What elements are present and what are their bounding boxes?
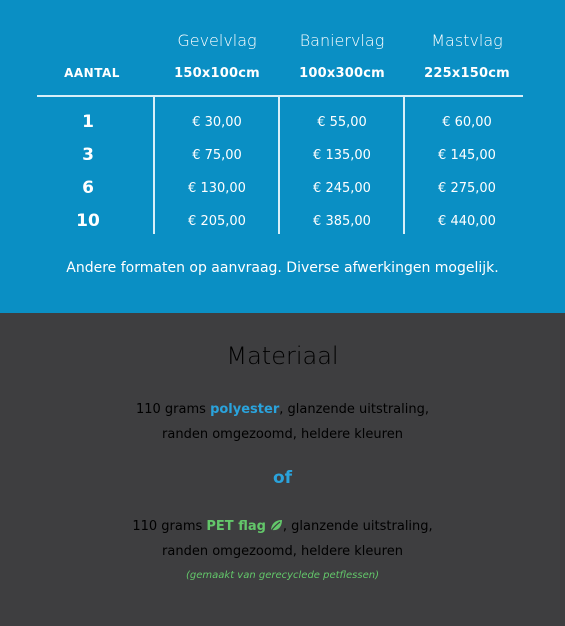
price-cell: € 385,00: [313, 214, 371, 229]
column-divider: [403, 96, 405, 234]
price-cell: € 130,00: [188, 181, 246, 196]
column-size-mastvlag: 225x150cm: [424, 66, 510, 81]
header-divider: [37, 95, 523, 97]
price-cell: € 60,00: [442, 115, 492, 130]
quantity-header: AANTAL: [64, 66, 120, 80]
row-quantity: 3: [82, 145, 94, 165]
material-title: Materiaal: [226, 342, 339, 370]
option-pet-line1: [0, 519, 565, 536]
option-pet-line2: randen omgezoomd, heldere kleuren: [162, 544, 403, 559]
price-cell: € 145,00: [438, 148, 496, 163]
column-size-gevelvlag: 150x100cm: [174, 66, 260, 81]
column-header-gevelvlag: Gevelvlag: [177, 31, 257, 50]
column-size-baniervlag: 100x300cm: [299, 66, 385, 81]
price-cell: € 245,00: [313, 181, 371, 196]
price-cell: € 75,00: [192, 148, 242, 163]
price-cell: € 135,00: [313, 148, 371, 163]
pet-footnote: (gemaakt van gerecyclede petflessen): [186, 570, 379, 581]
option-prefix: 110 grams: [135, 402, 211, 417]
option-polyester-line1: [0, 402, 565, 417]
pricing-note: Andere formaten op aanvraag. Diverse afwerkingen mogelijk.: [66, 260, 499, 276]
column-header-baniervlag: Baniervlag: [299, 31, 385, 50]
row-quantity: 10: [76, 211, 100, 231]
option-prefix: 110 grams: [132, 519, 207, 534]
column-divider: [278, 96, 280, 234]
column-divider: [153, 96, 155, 234]
polyester-highlight: polyester: [210, 402, 280, 417]
price-cell: € 205,00: [188, 214, 246, 229]
row-quantity: 6: [82, 178, 94, 198]
pet-flag-highlight: PET flag: [206, 519, 266, 534]
column-header-mastvlag: Mastvlag: [431, 31, 503, 50]
price-cell: € 55,00: [317, 115, 367, 130]
or-separator: of: [272, 468, 293, 488]
row-quantity: 1: [82, 112, 94, 132]
option-polyester-line2: randen omgezoomd, heldere kleuren: [162, 427, 403, 442]
price-cell: € 30,00: [192, 115, 242, 130]
option-suffix: , glanzende uitstraling,: [282, 519, 433, 534]
price-cell: € 440,00: [438, 214, 496, 229]
option-suffix: , glanzende uitstraling,: [279, 402, 429, 417]
price-cell: € 275,00: [438, 181, 496, 196]
leaf-icon: [269, 519, 283, 536]
